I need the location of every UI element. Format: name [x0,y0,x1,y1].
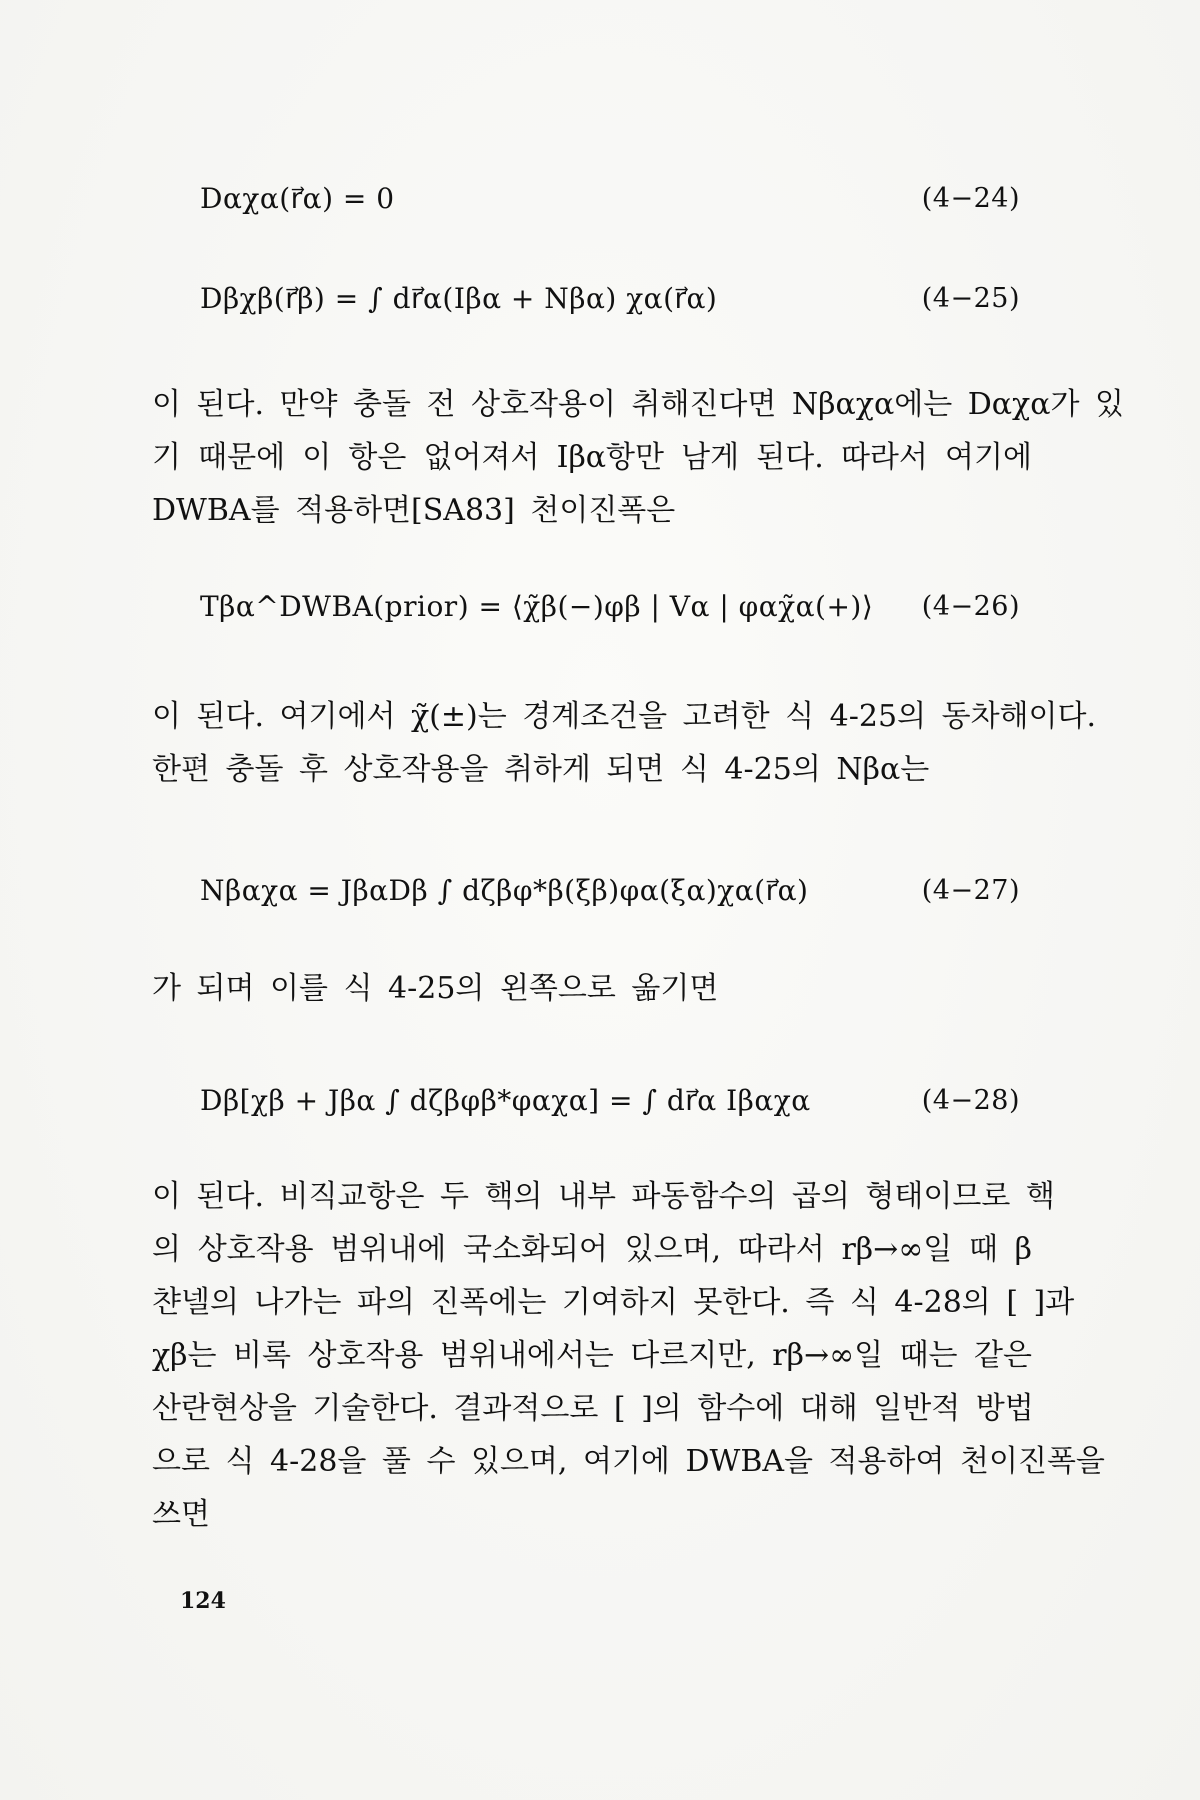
text-line: 한편 충돌 후 상호작용을 취하게 되면 식 4-25의 Nβα는 [152,752,930,787]
equation-expression: Tβα^DWBA(prior) = ⟨χ̃β(−)φβ | Vα | φαχ̃α(+)⟩ [200,589,874,623]
equation-number: (4−28) [921,1084,1020,1116]
text-line: 쓰면 [152,1497,210,1532]
text-line: DWBA를 적용하면[SA83] 천이진폭은 [152,493,676,528]
equation-expression: Dβ[χβ + Jβα ∫ dζβφβ*φαχα] = ∫ dr⃗α Iβαχα [200,1083,811,1117]
text-line: 산란현상을 기술한다. 결과적으로 [ ]의 함수에 대해 일반적 방법 [152,1391,1034,1426]
text-line: 이 된다. 비직교항은 두 핵의 내부 파동함수의 곱의 형태이므로 핵 [152,1179,1055,1214]
equation-expression: Dαχα(r⃗α) = 0 [200,181,395,215]
text-line: 이 된다. 만약 충돌 전 상호작용이 취해진다면 Nβαχα에는 Dαχα가 있 [152,387,1124,422]
equation-number: (4−27) [921,874,1020,906]
paragraph-3 [152,962,1032,1015]
text-line: 이 된다. 여기에서 χ̃(±)는 경계조건을 고려한 식 4-25의 동차해이다. [152,699,1097,734]
equation-number: (4−25) [921,282,1020,314]
text-line: 챤넬의 나가는 파의 진폭에는 기여하지 못한다. 즉 식 4-28의 [ ]과 [152,1285,1075,1320]
equation-expression: Nβαχα = JβαDβ ∫ dζβφ*β(ξβ)φα(ξα)χα(r⃗α) [200,873,809,907]
equation-4-24 [200,168,1020,228]
text-line: 의 상호작용 범위내에 국소화되어 있으며, 따라서 rβ→∞일 때 β [152,1232,1032,1267]
text-line: 가 되며 이를 식 4-25의 왼쪽으로 옮기면 [152,971,719,1006]
paragraph-1 [152,378,1124,537]
text-line: χβ는 비록 상호작용 범위내에서는 다르지만, rβ→∞일 때는 같은 [152,1338,1032,1373]
equation-expression: Dβχβ(r⃗β) = ∫ dr⃗α(Iβα + Nβα) χα(r⃗α) [200,281,718,315]
equation-number: (4−24) [921,182,1020,214]
equation-4-25 [200,268,1020,328]
page-number: 124 [180,1588,226,1614]
text-line: 기 때문에 이 항은 없어져서 Iβα항만 남게 된다. 따라서 여기에 [152,440,1032,475]
text-line: 으로 식 4-28을 풀 수 있으며, 여기에 DWBA을 적용하여 천이진폭을 [152,1444,1105,1479]
paragraph-4 [152,1170,1105,1541]
equation-4-28 [200,1070,1020,1130]
equation-4-26 [200,576,1020,636]
equation-number: (4−26) [921,590,1020,622]
paragraph-2 [152,690,1097,796]
equation-4-27 [200,860,1020,920]
